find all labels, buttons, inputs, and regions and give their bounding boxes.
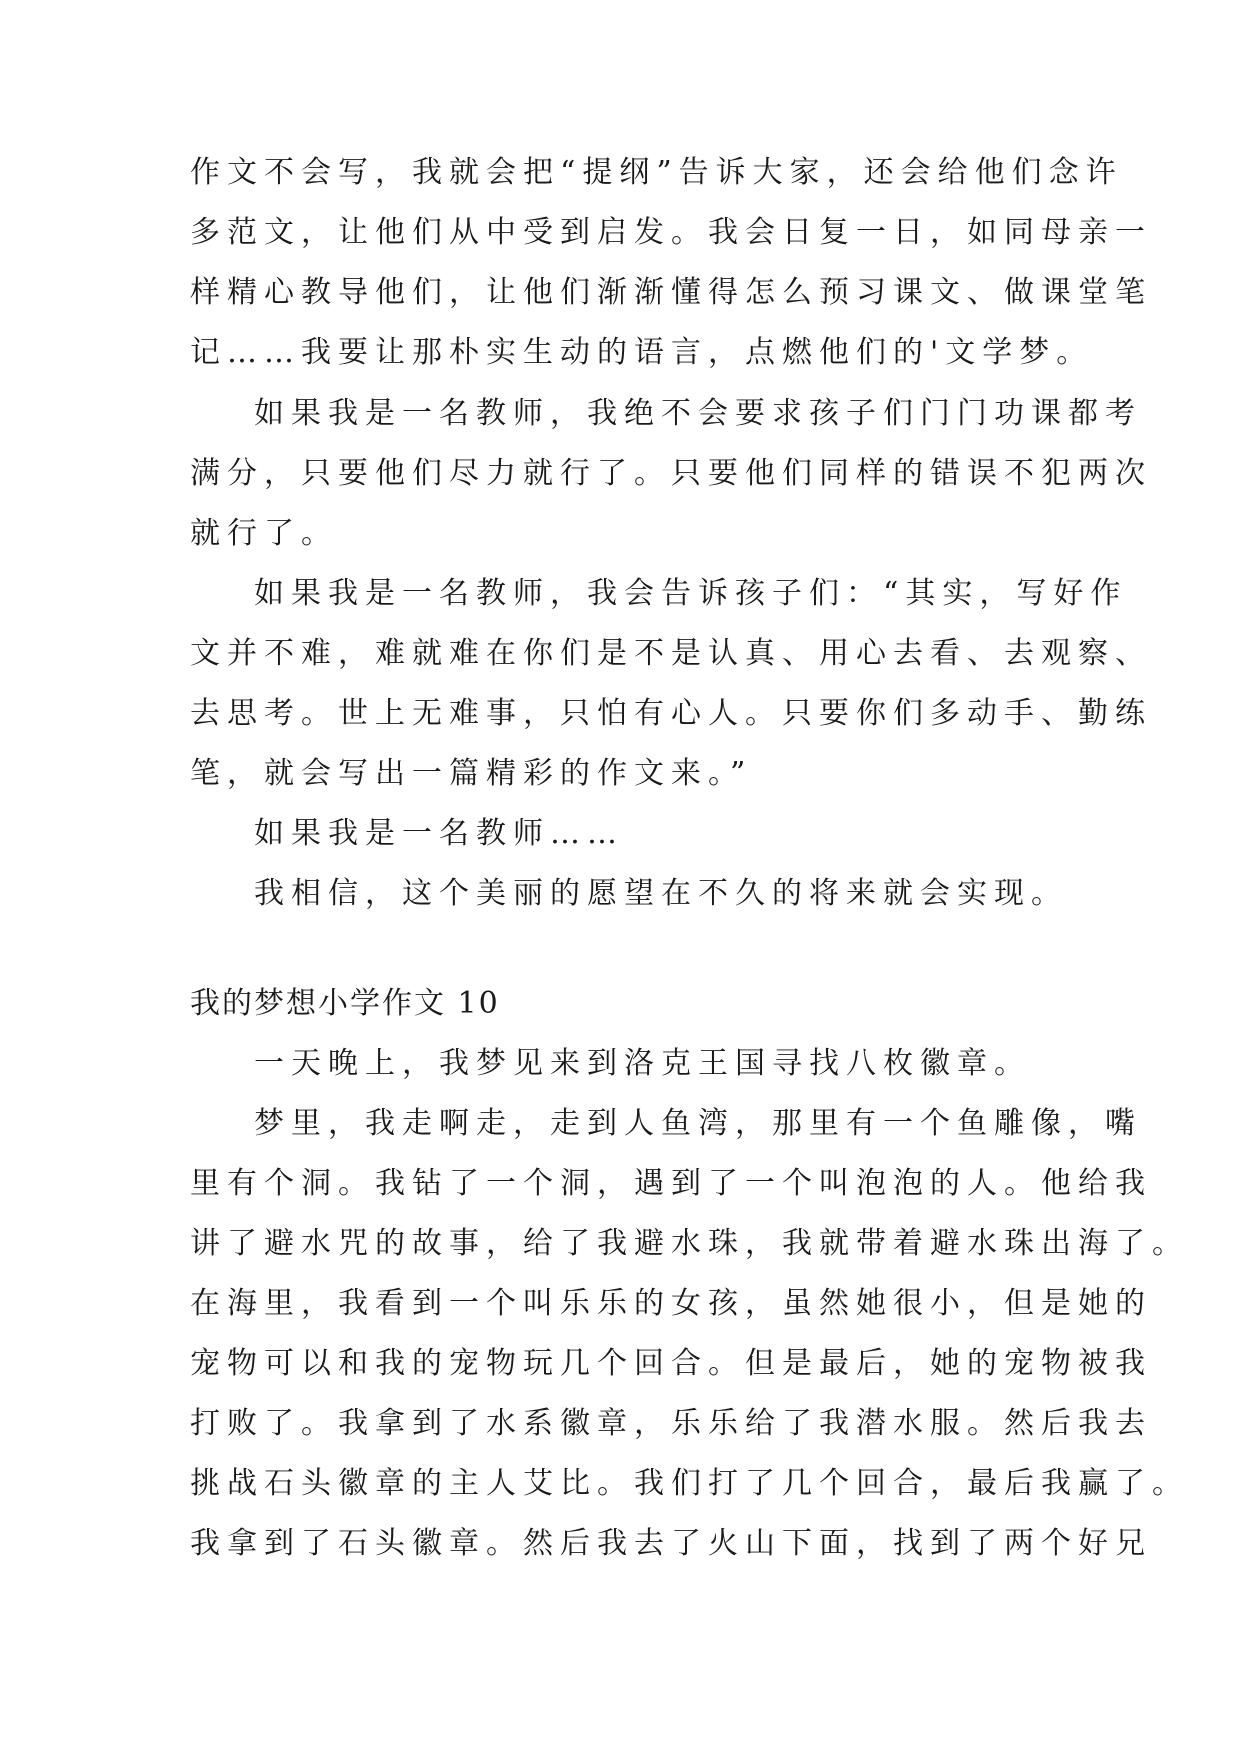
- text-line: 宠物可以和我的宠物玩几个回合。但是最后，她的宠物被我: [190, 1346, 1152, 1381]
- text-line: 记……我要让那朴实生动的语言，点燃他们的'文学梦。: [190, 335, 1094, 370]
- paragraph-start: 我相信，这个美丽的愿望在不久的将来就会实现。: [254, 876, 1068, 911]
- text-line: 里有个洞。我钻了一个洞，遇到了一个叫泡泡的人。他给我: [190, 1166, 1152, 1201]
- text-line: 打败了。我拿到了水系徽章，乐乐给了我潜水服。然后我去: [190, 1406, 1152, 1441]
- text-line: 多范文，让他们从中受到启发。我会日复一日，如同母亲一: [190, 215, 1152, 250]
- paragraph-start: 一天晚上，我梦见来到洛克王国寻找八枚徽章。: [254, 1046, 1031, 1081]
- text-line: 在海里，我看到一个叫乐乐的女孩，虽然她很小，但是她的: [190, 1286, 1152, 1321]
- text-line: 作文不会写，我就会把“提纲”告诉大家，还会给他们念许: [190, 155, 1123, 190]
- text-line: 就行了。: [190, 516, 338, 551]
- text-line: 去思考。世上无难事，只怕有心人。只要你们多动手、勤练: [190, 696, 1152, 731]
- paragraph-start: 如果我是一名教师……: [254, 816, 624, 851]
- paragraph-start: 如果我是一名教师，我绝不会要求孩子们门门功课都考: [254, 396, 1142, 431]
- text-line: 挑战石头徽章的主人艾比。我们打了几个回合，最后我赢了。: [190, 1466, 1189, 1501]
- paragraph-start: 如果我是一名教师，我会告诉孩子们：“其实，写好作: [254, 576, 1128, 611]
- text-line: 满分，只要他们尽力就行了。只要他们同样的错误不犯两次: [190, 456, 1152, 491]
- text-line: 我拿到了石头徽章。然后我去了火山下面，找到了两个好兄: [190, 1526, 1152, 1561]
- text-line: 文并不难，难就难在你们是不是认真、用心去看、去观察、: [190, 636, 1152, 671]
- section-heading: 我的梦想小学作文 10: [190, 986, 500, 1021]
- paragraph-start: 梦里，我走啊走，走到人鱼湾，那里有一个鱼雕像，嘴: [254, 1106, 1142, 1141]
- text-line: 笔，就会写出一篇精彩的作文来。”: [190, 756, 753, 791]
- text-line: 样精心教导他们，让他们渐渐懂得怎么预习课文、做课堂笔: [190, 275, 1152, 310]
- text-line: 讲了避水咒的故事，给了我避水珠，我就带着避水珠出海了。: [190, 1226, 1189, 1261]
